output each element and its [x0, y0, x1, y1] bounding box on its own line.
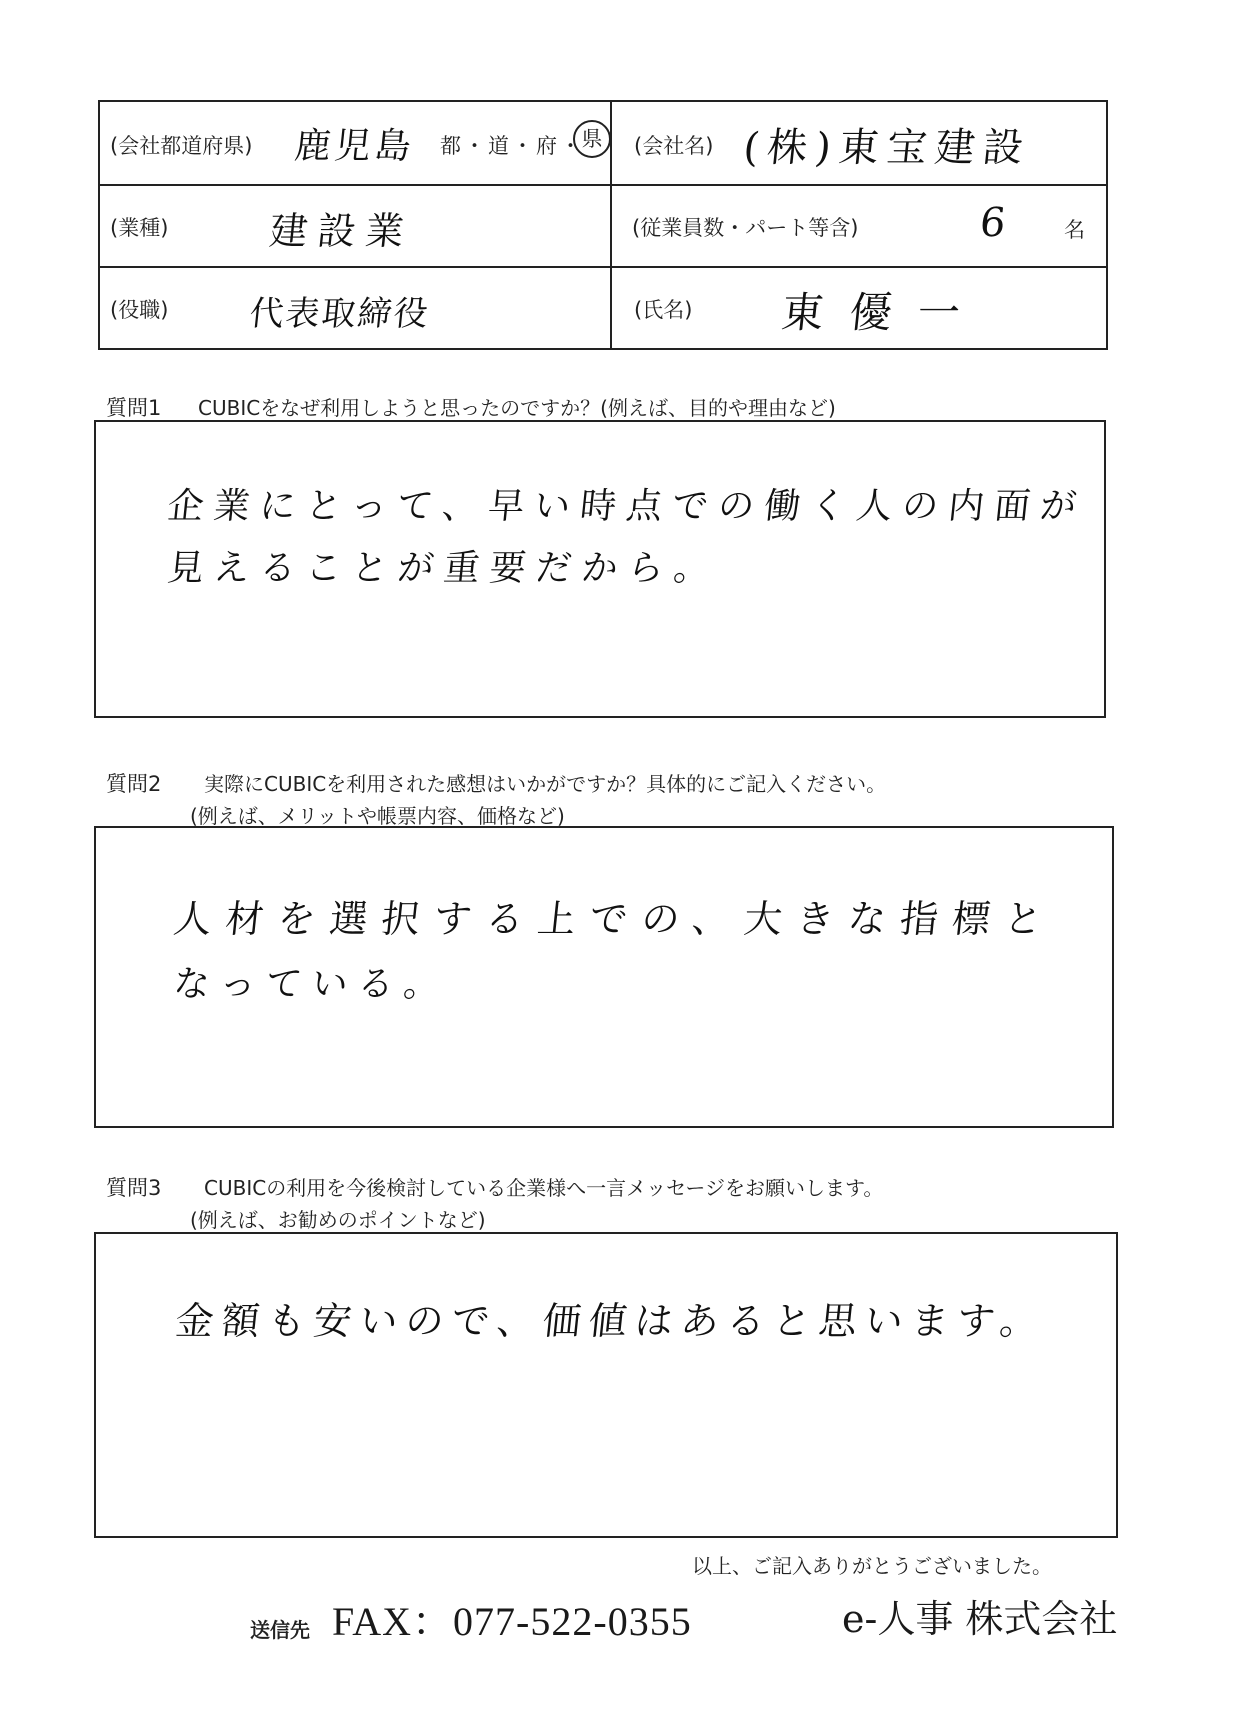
- question-2-number: 質問2: [106, 772, 162, 796]
- question-2-sub: (例えば、メリットや帳票内容、価格など): [190, 804, 565, 828]
- send-to-label: 送信先: [250, 1618, 310, 1642]
- name-label: (氏名): [634, 298, 693, 322]
- question-3-answer-box: [94, 1232, 1118, 1538]
- question-1-answer-line-2: 見えることが重要だから。: [165, 548, 722, 589]
- employees-value: 6: [977, 200, 1018, 246]
- prefecture-options: 都・道・府・: [440, 134, 584, 158]
- name-value: 東優一: [779, 288, 989, 337]
- question-2-answer-line-2: なっている。: [171, 964, 452, 1005]
- prefecture-label: (会社都道府県): [110, 134, 253, 158]
- position-value: 代表取締役: [247, 294, 432, 334]
- company-label: (会社名): [634, 134, 714, 158]
- prefecture-value: 鹿児島: [292, 126, 417, 167]
- prefecture-cell: [100, 102, 612, 186]
- industry-value: 建設業: [267, 209, 416, 253]
- question-1-answer-line-1: 企業にとって、早い時点での働く人の内面が: [165, 486, 1089, 527]
- question-1-number: 質問1: [106, 396, 162, 420]
- thanks-note: 以上、ご記入ありがとうございました。: [692, 1554, 1052, 1578]
- position-label: (役職): [110, 298, 169, 322]
- position-cell: [100, 268, 612, 350]
- question-3-sub: (例えば、お勧めのポイントなど): [190, 1208, 486, 1232]
- employees-cell: [612, 186, 1108, 268]
- employees-unit: 名: [1064, 218, 1085, 242]
- question-2-answer-line-1: 人材を選択する上での、大きな指標と: [171, 897, 1059, 941]
- company-value: (株)東宝建設: [741, 125, 1034, 171]
- recipient-company: e-人事 株式会社: [842, 1597, 1118, 1641]
- question-1-answer-box: [94, 420, 1106, 718]
- question-3-text: CUBICの利用を今後検討している企業様へ一言メッセージをお願いします。: [204, 1176, 884, 1200]
- question-3-answer-line-1: 金額も安いので、価値はあると思います。: [173, 1299, 1049, 1343]
- company-cell: [612, 102, 1108, 186]
- fax-number: FAX：077-522-0355: [332, 1599, 692, 1644]
- question-2-text: 実際にCUBICを利用された感想はいかがですか？具体的にご記入ください。: [204, 772, 887, 796]
- question-3-number: 質問3: [106, 1176, 162, 1200]
- industry-label: (業種): [110, 216, 169, 240]
- profile-table: [98, 100, 1108, 350]
- name-cell: [612, 268, 1108, 350]
- question-2-answer-box: [94, 826, 1114, 1128]
- question-1-text: CUBICをなぜ利用しようと思ったのですか？(例えば、目的や理由など): [198, 396, 836, 420]
- prefecture-selected: 県: [573, 120, 611, 158]
- industry-cell: [100, 186, 612, 268]
- employees-label: (従業員数・パート等含): [632, 216, 859, 240]
